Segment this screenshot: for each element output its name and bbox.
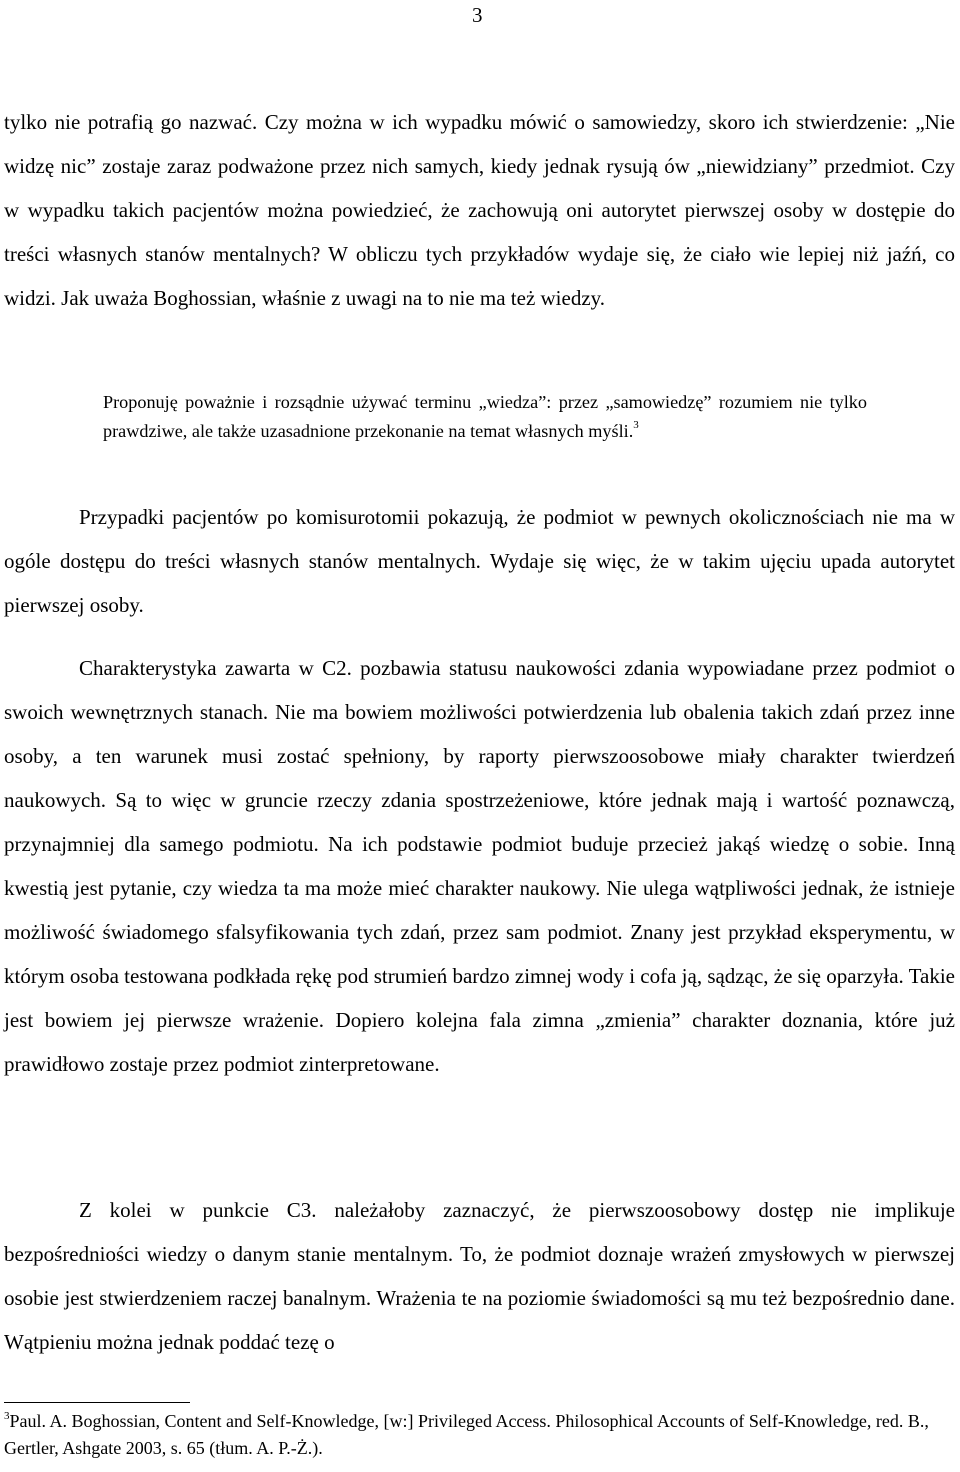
paragraph-1: tylko nie potrafią go nazwać. Czy można w ich wypadku mówić o samowiedzy, skoro ich stwierdzenie: „Nie widzę nic” zostaje zaraz podważone przez nich samych, kiedy jednak rysują ów „niewidziany” przedmiot. Czy w wypadku takich pacjentów można powiedzieć, że zachowują oni autorytet pierwszej osoby w dostępie do treści własnych stanów mentalnych? W obliczu tych przykładów wydaje się, że ciało wie lepiej niż jaźń, co widzi. Jak uważa Boghossian, właśnie z uwagi na to nie ma też wiedzy. — [4, 110, 955, 310]
footnote-text: Paul. A. Boghossian, Content and Self-Knowledge, [w:] Privileged Access. Philosophical Accounts of Self-Knowledge, red. B., Gertler, Ashgate 2003, s. 65 (tłum. A. P.-Ż.). — [4, 1411, 929, 1458]
footnote-reference[interactable]: 3 — [633, 418, 639, 431]
footnote — [4, 1408, 944, 1462]
block-quote — [103, 388, 867, 446]
paragraph-3: Charakterystyka zawarta w C2. pozbawia statusu naukowości zdania wypowiadane przez podmiot o swoich wewnętrznych stanach. Nie ma bowiem możliwości potwierdzenia lub obalenia takich zdań przez inne osoby, a ten warunek musi zostać spełniony, by raporty pierwszoosobowe miały charakter twierdzeń naukowych. Są to więc w gruncie rzeczy zdania spostrzeżeniowe, które jednak mają i wartość poznawczą, przynajmniej dla samego podmiotu. Na ich podstawie podmiot buduje przecież jakąś wiedzę o sobie. Inną kwestią jest pytanie, czy wiedza ta ma może mieć charakter naukowy. Nie ulega wątpliwości jednak, że istnieje możliwość świadomego sfalsyfikowania tych zdań, przez sam podmiot. Znany jest przykład eksperymentu, w którym osoba testowana podkłada rękę pod strumień bardzo zimnej wody i cofa ją, sądząc, że się oparzyła. Takie jest bowiem jej pierwsze wrażenie. Dopiero kolejna fala zimna „zmienia” charakter doznania, które już prawidłowo zostaje przez podmiot zinterpretowane. — [4, 656, 955, 1076]
paragraph-2: Przypadki pacjentów po komisurotomii pokazują, że podmiot w pewnych okolicznościach nie ma w ogóle dostępu do treści własnych stanów mentalnych. Wydaje się więc, że w takim ujęciu upada autorytet pierwszej osoby. — [4, 505, 955, 617]
footnote-separator — [4, 1402, 190, 1403]
block-quote-text: Proponuję poważnie i rozsądnie używać terminu „wiedza”: przez „samowiedzę” rozumiem nie tylko prawdziwe, ale także uzasadnione przekonanie na temat własnych myśli. — [103, 392, 867, 441]
page-number: 3 — [472, 3, 483, 27]
paragraph-4: Z kolei w punkcie C3. należałoby zaznaczyć, że pierwszoosobowy dostęp nie implikuje bezpośredniości wiedzy o danym stanie mentalnym. To, że podmiot doznaje wrażeń zmysłowych w pierwszej osobie jest stwierdzeniem raczej banalnym. Wrażenia te na poziomie świadomości są mu też bezpośrednio dane. Wątpieniu można jednak poddać tezę o — [4, 1198, 955, 1354]
footnote-marker: 3 — [4, 1410, 10, 1422]
